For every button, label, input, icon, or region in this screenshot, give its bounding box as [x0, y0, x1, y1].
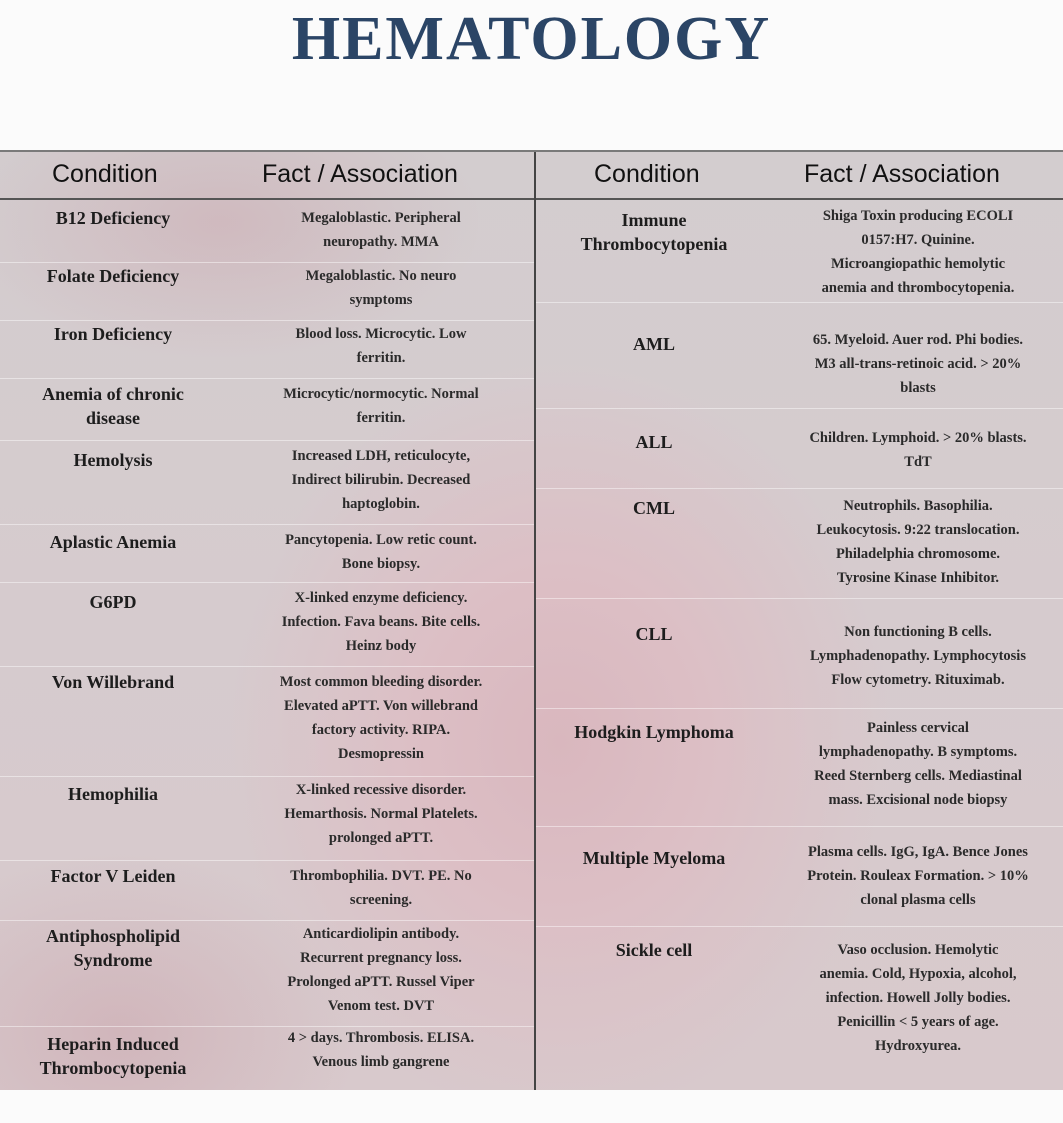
- fact-cell: [238, 670, 524, 766]
- fact-text: 0157:H7. Quinine.: [861, 232, 975, 248]
- fact-text: 4 > days. Thrombosis. ELISA.: [287, 1030, 475, 1046]
- fact-text: symptoms: [349, 292, 413, 308]
- left-table: [0, 152, 536, 1090]
- fact-cell: [768, 840, 1063, 912]
- condition-cell: [544, 622, 764, 646]
- condition-text: Immune: [621, 210, 687, 230]
- condition-text: Factor V Leiden: [50, 866, 176, 886]
- fact-text: prolonged aPTT.: [328, 830, 434, 846]
- fact-cell: [238, 382, 524, 430]
- condition-cell: [8, 448, 218, 472]
- fact-text: Philadelphia chromosome.: [835, 546, 1001, 562]
- fact-text: X-linked enzyme deficiency.: [294, 590, 468, 606]
- fact-text: infection. Howell Jolly bodies.: [825, 990, 1011, 1006]
- fact-text: Pancytopenia. Low retic count.: [285, 532, 477, 548]
- fact-text: factory activity. RIPA.: [311, 722, 451, 738]
- fact-cell: [238, 264, 524, 312]
- fact-header: Fact / Association: [262, 160, 458, 188]
- fact-cell: [768, 494, 1063, 590]
- fact-text: Lymphadenopathy. Lymphocytosis: [810, 648, 1026, 664]
- condition-text: Folate Deficiency: [46, 266, 180, 286]
- condition-text: AML: [633, 334, 675, 354]
- right-table: [536, 152, 1063, 1090]
- fact-text: Neutrophils. Basophilia.: [843, 498, 993, 514]
- condition-text: Antiphospholipid: [45, 926, 181, 946]
- fact-text: Children. Lymphoid. > 20% blasts.: [809, 430, 1027, 446]
- fact-text: Megaloblastic. No neuro: [305, 268, 457, 284]
- fact-text: Thrombophilia. DVT. PE. No: [290, 868, 472, 884]
- fact-cell: [238, 864, 524, 912]
- fact-cell: [238, 586, 524, 658]
- page-title: HEMATOLOGY: [291, 5, 772, 73]
- condition-cell: [544, 846, 764, 870]
- fact-text: Non functioning B cells.: [844, 624, 992, 640]
- fact-text: Hydroxyurea.: [874, 1038, 962, 1054]
- fact-text: Vaso occlusion. Hemolytic: [837, 942, 999, 958]
- condition-text: CML: [633, 498, 675, 518]
- fact-text: Anticardiolipin antibody.: [302, 926, 460, 942]
- condition-text: Iron Deficiency: [53, 324, 173, 344]
- condition-text: Heparin Induced: [47, 1034, 179, 1054]
- fact-text: Most common bleeding disorder.: [279, 674, 483, 690]
- fact-text: Prolonged aPTT. Russel Viper: [287, 974, 475, 990]
- fact-text: anemia and thrombocytopenia.: [821, 280, 1015, 296]
- condition-text: Anemia of chronic: [42, 384, 184, 404]
- hematology-table: [0, 150, 1063, 1092]
- fact-text: neuropathy. MMA: [323, 234, 439, 250]
- condition-text: Aplastic Anemia: [49, 532, 177, 552]
- fact-text: Recurrent pregnancy loss.: [300, 950, 462, 966]
- fact-text: ferritin.: [356, 410, 406, 426]
- fact-text: Microcytic/normocytic. Normal: [283, 386, 479, 402]
- fact-cell: [768, 620, 1063, 692]
- condition-text: Thrombocytopenia: [39, 1058, 187, 1078]
- condition-text: disease: [86, 408, 140, 428]
- fact-cell: [768, 938, 1063, 1058]
- fact-text: X-linked recessive disorder.: [295, 782, 467, 798]
- fact-text: screening.: [349, 892, 413, 908]
- fact-cell: [238, 206, 524, 254]
- condition-text: Thrombocytopenia: [580, 234, 728, 254]
- condition-cell: [8, 864, 218, 888]
- fact-cell: [238, 778, 524, 850]
- condition-text: Hemolysis: [73, 450, 153, 470]
- fact-text: M3 all-trans-retinoic acid. > 20%: [814, 356, 1022, 372]
- fact-text: Desmopressin: [338, 746, 424, 762]
- fact-text: anemia. Cold, Hypoxia, alcohol,: [819, 966, 1017, 982]
- condition-text: Von Willebrand: [51, 672, 175, 692]
- fact-text: Blood loss. Microcytic. Low: [295, 326, 467, 342]
- fact-text: Penicillin < 5 years of age.: [837, 1014, 999, 1030]
- fact-text: Plasma cells. IgG, IgA. Bence Jones: [808, 844, 1028, 860]
- condition-cell: [8, 924, 218, 972]
- fact-text: Tyrosine Kinase Inhibitor.: [836, 570, 1000, 586]
- condition-text: Syndrome: [73, 950, 153, 970]
- condition-cell: [544, 720, 764, 744]
- condition-text: Hemophilia: [67, 784, 158, 804]
- condition-cell: [544, 496, 764, 520]
- condition-cell: [8, 782, 218, 806]
- condition-text: Hodgkin Lymphoma: [574, 722, 734, 742]
- fact-text: Microangiopathic hemolytic: [830, 256, 1006, 272]
- fact-text: Flow cytometry. Rituximab.: [831, 672, 1005, 688]
- condition-cell: [8, 264, 218, 288]
- fact-cell: [768, 204, 1063, 300]
- right-header-row: [536, 152, 1063, 200]
- condition-cell: [8, 322, 218, 346]
- fact-text: Bone biopsy.: [341, 556, 421, 572]
- condition-header: Condition: [594, 160, 700, 188]
- fact-text: Reed Sternberg cells. Mediastinal: [814, 768, 1022, 784]
- fact-text: blasts: [900, 380, 936, 396]
- fact-text: Protein. Rouleax Formation. > 10%: [807, 868, 1029, 884]
- fact-text: clonal plasma cells: [860, 892, 976, 908]
- condition-cell: [544, 332, 764, 356]
- condition-cell: [544, 430, 764, 454]
- fact-text: Indirect bilirubin. Decreased: [291, 472, 471, 488]
- fact-cell: [768, 426, 1063, 474]
- fact-text: Heinz body: [345, 638, 417, 654]
- fact-cell: [238, 922, 524, 1018]
- condition-text: G6PD: [89, 592, 137, 612]
- page-footer-band: [0, 1090, 1063, 1123]
- fact-text: Painless cervical: [867, 720, 969, 736]
- condition-cell: [8, 1032, 218, 1080]
- fact-text: Infection. Fava beans. Bite cells.: [281, 614, 481, 630]
- condition-cell: [8, 382, 218, 430]
- condition-cell: [8, 206, 218, 230]
- condition-cell: [544, 208, 764, 256]
- fact-text: TdT: [904, 454, 932, 470]
- left-header-row: [0, 152, 534, 200]
- fact-text: Leukocytosis. 9:22 translocation.: [816, 522, 1020, 538]
- condition-cell: [8, 530, 218, 554]
- condition-cell: [544, 938, 764, 962]
- fact-text: Venom test. DVT: [327, 998, 435, 1014]
- fact-cell: [238, 1026, 524, 1074]
- fact-cell: [768, 328, 1063, 400]
- fact-text: Megaloblastic. Peripheral: [301, 210, 461, 226]
- fact-text: Venous limb gangrene: [312, 1054, 450, 1070]
- fact-cell: [238, 322, 524, 370]
- condition-text: ALL: [635, 432, 673, 452]
- fact-text: Shiga Toxin producing ECOLI: [822, 208, 1014, 224]
- condition-text: B12 Deficiency: [55, 208, 171, 228]
- condition-header: Condition: [52, 160, 158, 188]
- fact-header: Fact / Association: [804, 160, 1000, 188]
- fact-cell: [238, 444, 524, 516]
- fact-text: haptoglobin.: [342, 496, 420, 512]
- condition-text: Multiple Myeloma: [582, 848, 726, 868]
- condition-text: Sickle cell: [615, 940, 693, 960]
- condition-cell: [8, 590, 218, 614]
- fact-text: 65. Myeloid. Auer rod. Phi bodies.: [812, 332, 1024, 348]
- fact-text: lymphadenopathy. B symptoms.: [818, 744, 1018, 760]
- fact-text: ferritin.: [356, 350, 406, 366]
- fact-text: Elevated aPTT. Von willebrand: [284, 698, 478, 714]
- fact-cell: [238, 528, 524, 576]
- fact-text: Increased LDH, reticulocyte,: [291, 448, 471, 464]
- fact-text: Hemarthosis. Normal Platelets.: [284, 806, 478, 822]
- fact-text: mass. Excisional node biopsy: [828, 792, 1008, 808]
- fact-cell: [768, 716, 1063, 812]
- condition-cell: [8, 670, 218, 694]
- condition-text: CLL: [635, 624, 673, 644]
